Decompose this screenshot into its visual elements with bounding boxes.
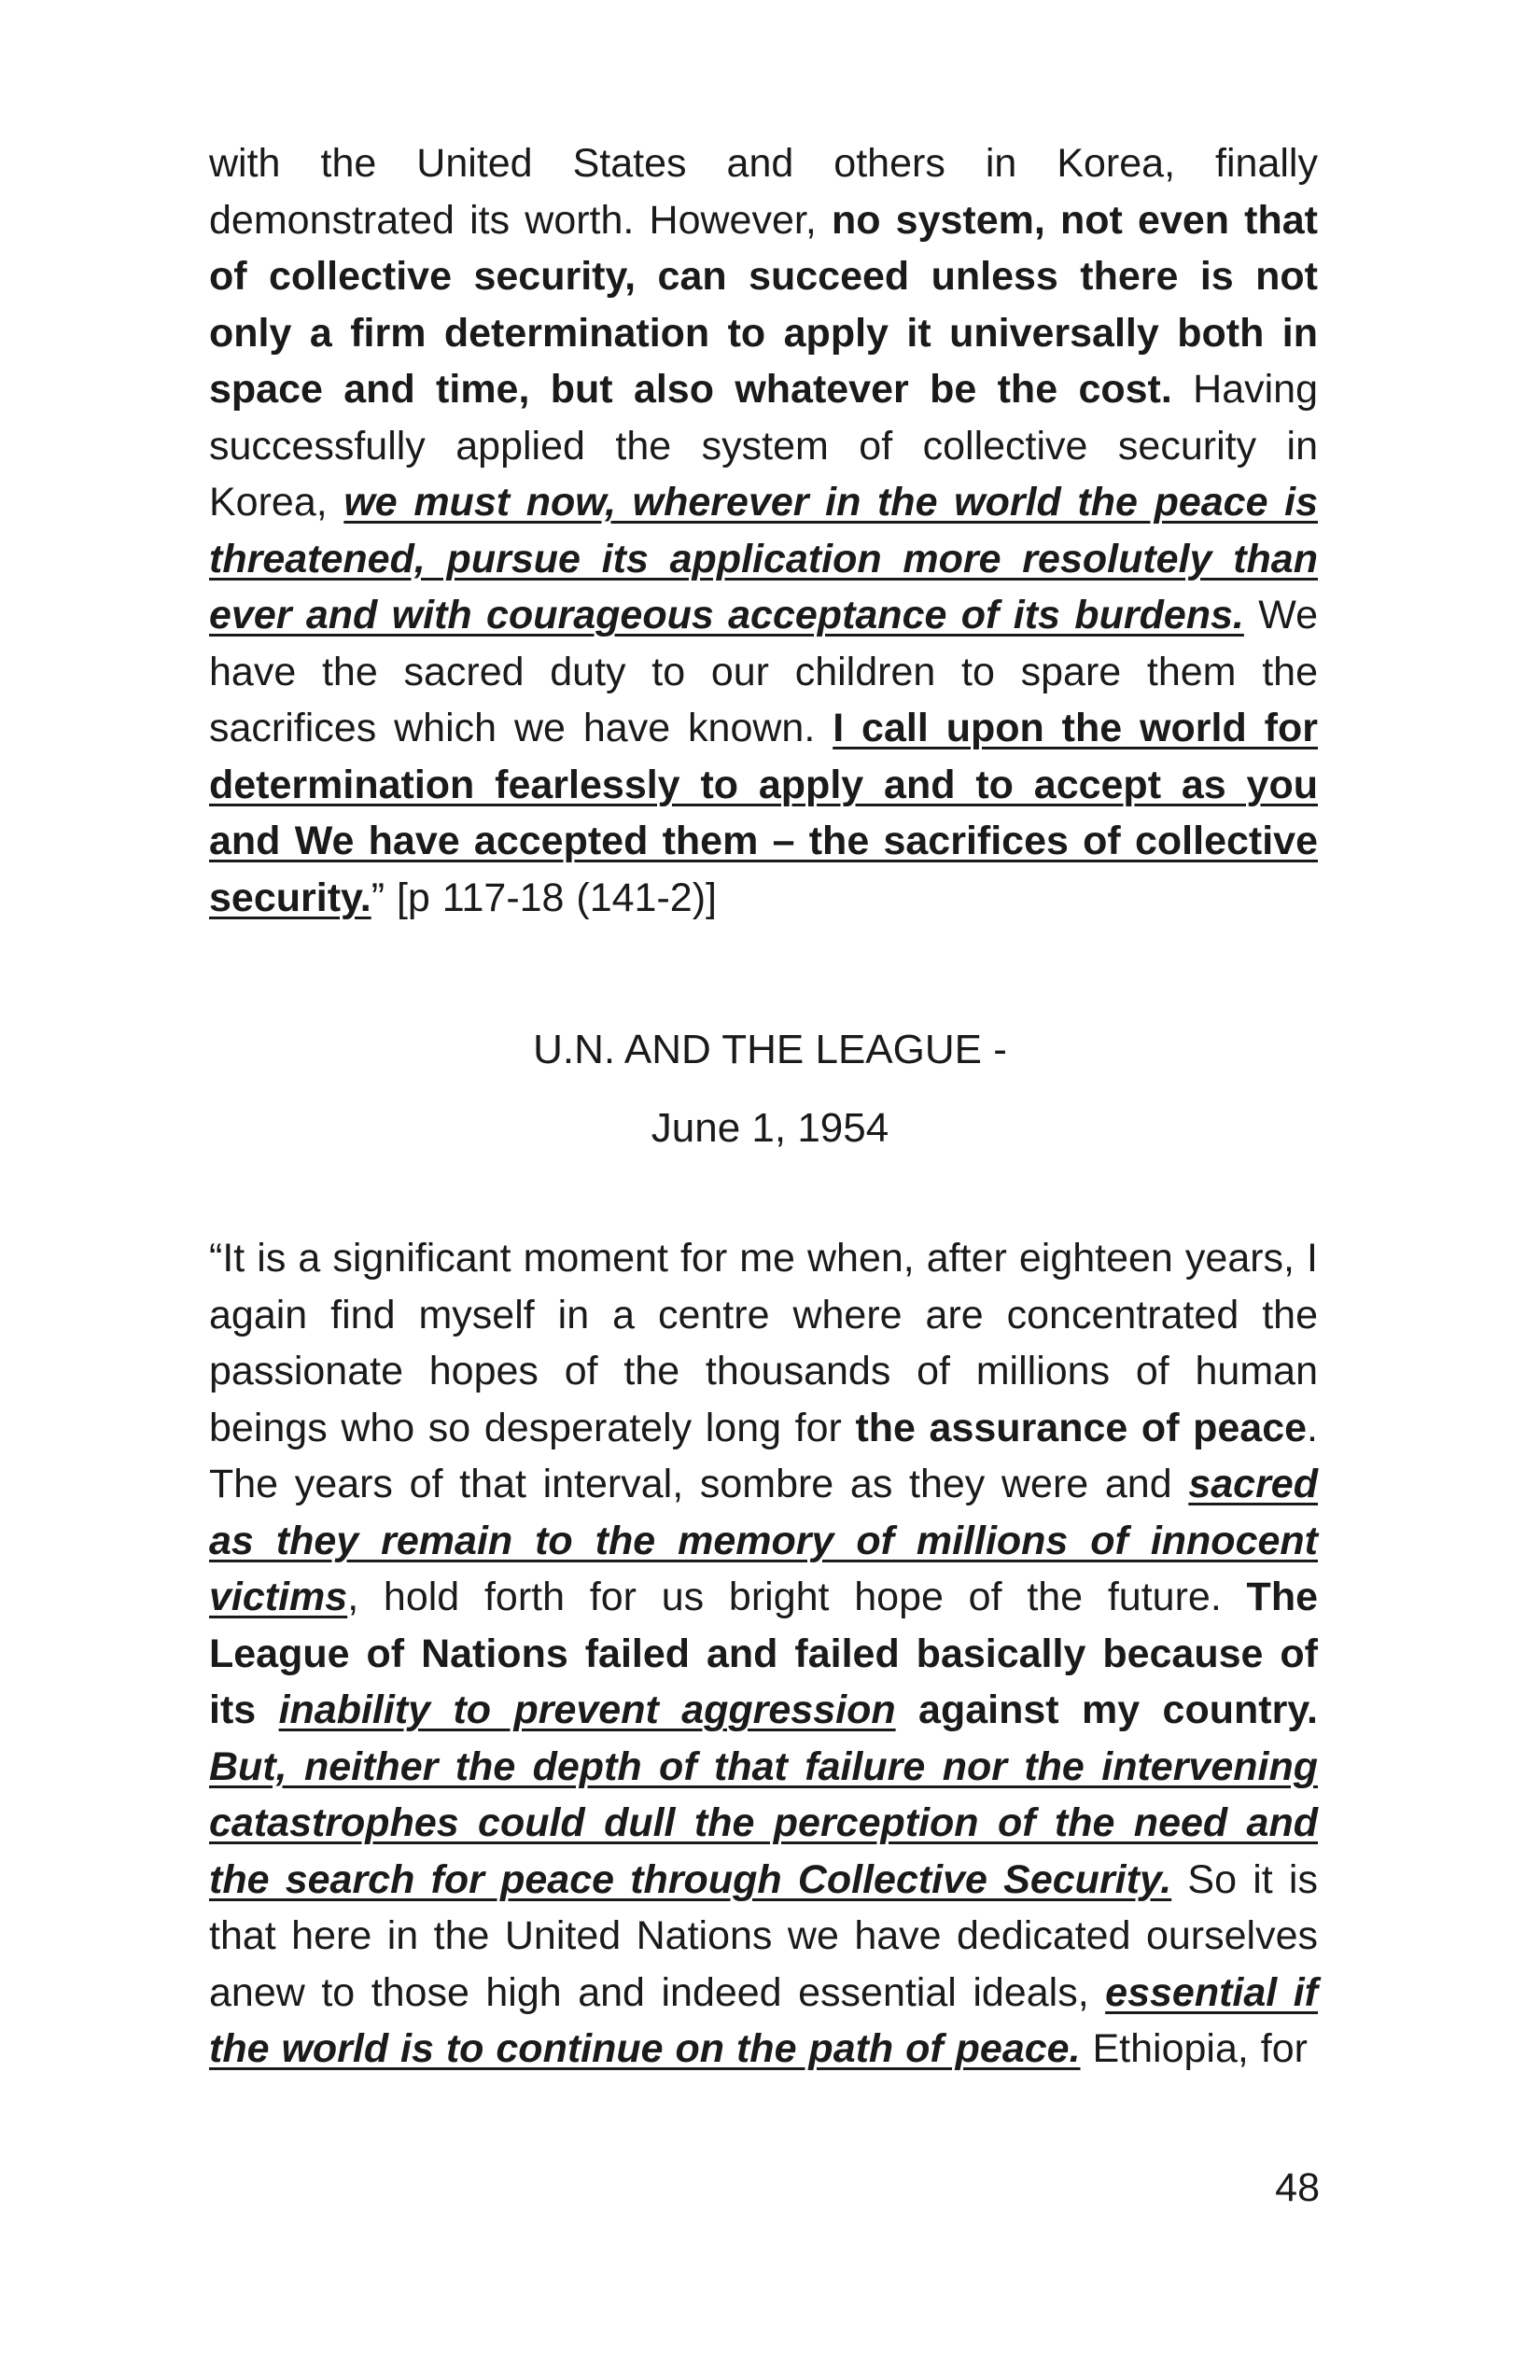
- bold-text-run: The League of Nations failed and failed basically because of its: [209, 1575, 1318, 1732]
- text-run: “It is a significant moment for me when, after eighteen years, I again find myself in a centre where are concentrated the passionate hopes of the thousands of millions of human beings who so desperately long for: [209, 1236, 1318, 1450]
- bold-italic-underlined-run: sacred as they remain to the memory of millions of innocent victims: [209, 1462, 1318, 1619]
- text-run: with the United States and others in Korea, finally demonstrated its worth. However,: [209, 141, 1318, 243]
- text-run: Ethiopia, for: [1080, 2026, 1308, 2071]
- paragraph-league-speech: [209, 1230, 1318, 2078]
- citation-text: ” [p 117-18 (141-2)]: [371, 875, 717, 920]
- bold-italic-underlined-run: we must now, wherever in the world the peace is threatened, pursue its application more resolutely than ever and with courageous acceptance of its burdens.: [209, 480, 1318, 637]
- bold-underlined-run: I call upon the world for determination fearlessly to apply and to accept as you and We have accepted them – the sacrifices of collective security.: [209, 706, 1318, 920]
- bold-text-run: no system, not even that of collective security, can succeed unless there is not only a firm determination to apply it universally both in space and time, but also whatever be the cost.: [209, 197, 1318, 412]
- paragraph-collective-security: [209, 135, 1318, 926]
- section-date: June 1, 1954: [651, 1105, 889, 1151]
- bold-text-run: the assurance of peace: [855, 1405, 1308, 1450]
- bold-text-run: against my country.: [895, 1687, 1318, 1732]
- text-run: We have the sacred duty to our children to spare them the sacrifices which we have known.: [209, 593, 1318, 750]
- bold-italic-underlined-run: But, neither the depth of that failure nor the intervening catastrophes could dull the perception of the need and the search for peace through Collective Security.: [209, 1743, 1318, 1902]
- section-heading: U.N. AND THE LEAGUE -: [533, 1027, 1007, 1072]
- text-run: . The years of that interval, sombre as they were and: [209, 1405, 1318, 1506]
- bold-italic-underlined-run: inability to prevent aggression: [278, 1687, 896, 1732]
- text-run: Having successfully applied the system of collective security in Korea,: [209, 367, 1319, 525]
- text-run: , hold forth for us bright hope of the future.: [347, 1575, 1247, 1619]
- bold-italic-underlined-run: essential if the world is to continue on the path of peace.: [209, 1969, 1318, 2071]
- text-run: So it is that here in the United Nations we have dedicated ourselves anew to those high and indeed essential ideals,: [209, 1856, 1318, 2015]
- page-number: 48: [1275, 2165, 1320, 2210]
